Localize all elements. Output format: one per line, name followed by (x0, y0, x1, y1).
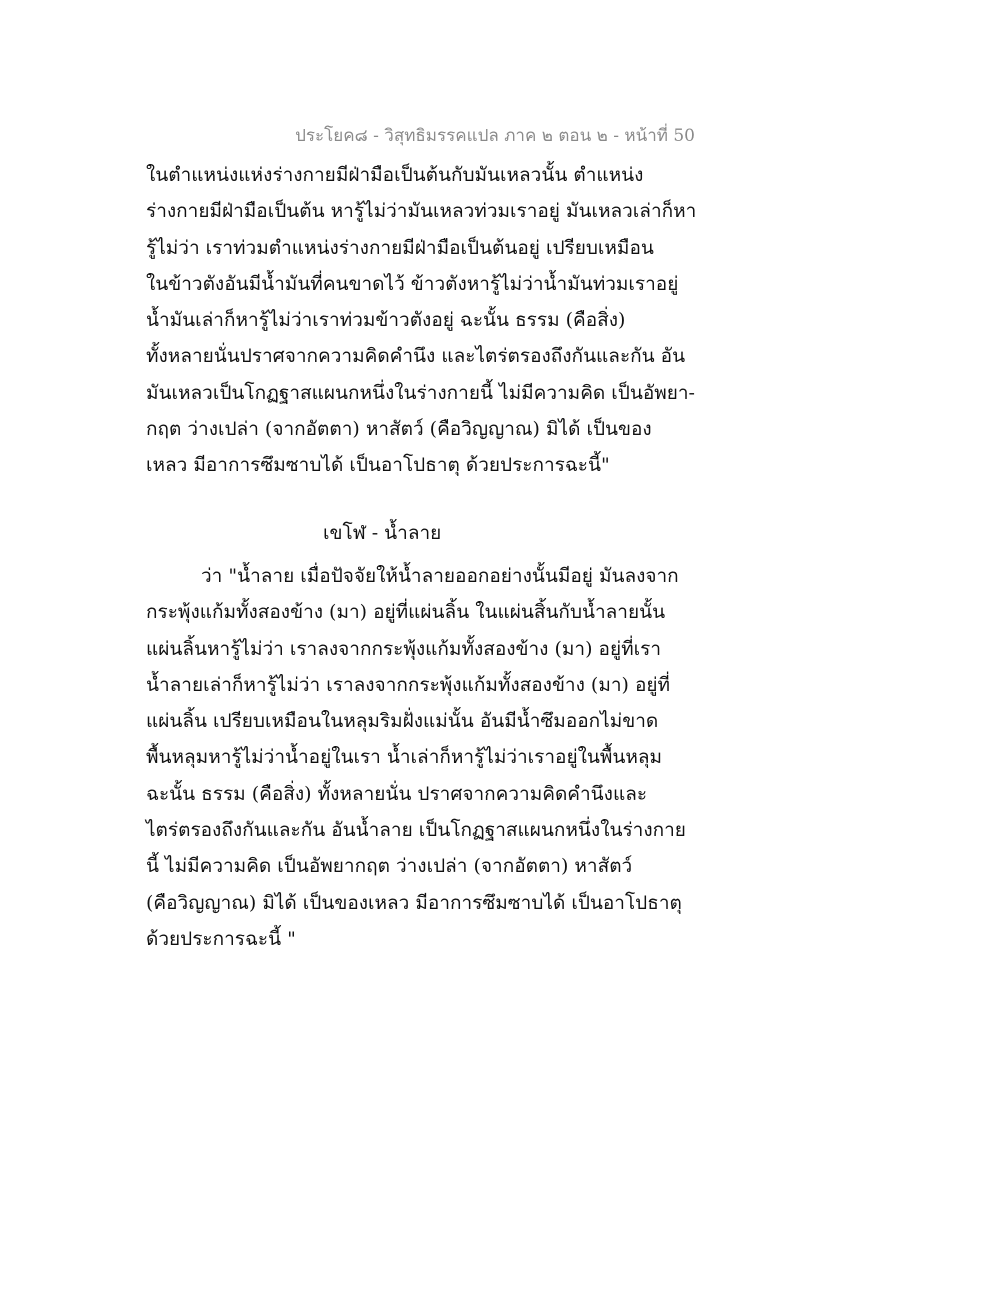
text-line: เหลว มีอาการซึมซาบได้ เป็นอาโปธาตุ ด้วยประการฉะนี้" (146, 454, 610, 477)
text-line: น้ำมันเล่าก็หารู้ไม่ว่าเราท่วมข้าวตังอยู่ ฉะนั้น ธรรม (คือสิ่ง) (146, 309, 626, 332)
paragraph-2 (146, 558, 706, 957)
text-line: แผ่นลิ้น เปรียบเหมือนในหลุมริมฝั่งแม่นั้น อันมีน้ำซึมออกไม่ขาด (146, 710, 659, 733)
text-line: แผ่นลิ้นหารู้ไม่ว่า เราลงจากกระพุ้งแก้มทั้งสองข้าง (มา) อยู่ที่เรา (146, 637, 661, 660)
text-line: มันเหลวเป็นโกฏฐาสแผนกหนึ่งในร่างกายนี้ ไม่มีความคิด เป็นอัพยา- (146, 381, 695, 404)
text-line: พื้นหลุมหารู้ไม่ว่าน้ำอยู่ในเรา น้ำเล่าก็หารู้ไม่ว่าเราอยู่ในพื้นหลุม (146, 746, 663, 769)
section-heading: เขโฬ - น้ำลาย (323, 522, 442, 544)
text-line: นี้ ไม่มีความคิด เป็นอัพยากฤต ว่างเปล่า (จากอัตตา) หาสัตว์ (146, 855, 633, 878)
text-line: ร่างกายมีฝ่ามือเป็นต้น หารู้ไม่ว่ามันเหลวท่วมเราอยู่ มันเหลวเล่าก็หา (146, 200, 697, 223)
text-line: ในตำแหน่งแห่งร่างกายมีฝ่ามือเป็นต้นกับมันเหลวนั้น ตำแหน่ง (146, 164, 644, 186)
text-line: ฉะนั้น ธรรม (คือสิ่ง) ทั้งหลายนั่น ปราศจากความคิดคำนึงและ (146, 782, 648, 805)
text-line: (คือวิญญาณ) มิได้ เป็นของเหลว มีอาการซึมซาบได้ เป็นอาโปธาตุ (146, 891, 682, 914)
text-line: กฤต ว่างเปล่า (จากอัตตา) หาสัตว์ (คือวิญญาณ) มิได้ เป็นของ (146, 418, 652, 441)
text-line: รู้ไม่ว่า เราท่วมตำแหน่งร่างกายมีฝ่ามือเป็นต้นอยู่ เปรียบเหมือน (146, 236, 654, 259)
paragraph-1 (146, 157, 706, 484)
text-line: ไตร่ตรองถึงกันและกัน อันน้ำลาย เป็นโกฏฐาสแผนกหนึ่งในร่างกาย (146, 819, 686, 842)
text-line: ว่า "น้ำลาย เมื่อปัจจัยให้น้ำลายออกอย่างนั้นมีอยู่ มันลงจาก (201, 565, 679, 587)
text-line: กระพุ้งแก้มทั้งสองข้าง (มา) อยู่ที่แผ่นลิ้น ในแผ่นสิ้นกับน้ำลายนั้น (146, 601, 666, 624)
text-line: น้ำลายเล่าก็หารู้ไม่ว่า เราลงจากกระพุ้งแก้มทั้งสองข้าง (มา) อยู่ที่ (146, 673, 671, 696)
text-line: ในข้าวตังอันมีน้ำมันที่คนขาดไว้ ข้าวตังหารู้ไม่ว่าน้ำมันท่วมเราอยู่ (146, 272, 679, 295)
text-line: ด้วยประการฉะนี้ " (146, 927, 296, 950)
page-header: ประโยค๘ - วิสุทธิมรรคแปล ภาค ๒ ตอน ๒ - หน้าที่ 50 (295, 126, 695, 146)
text-line: ทั้งหลายนั่นปราศจากความคิดคำนึง และไตร่ตรองถึงกันและกัน อัน (146, 345, 686, 368)
